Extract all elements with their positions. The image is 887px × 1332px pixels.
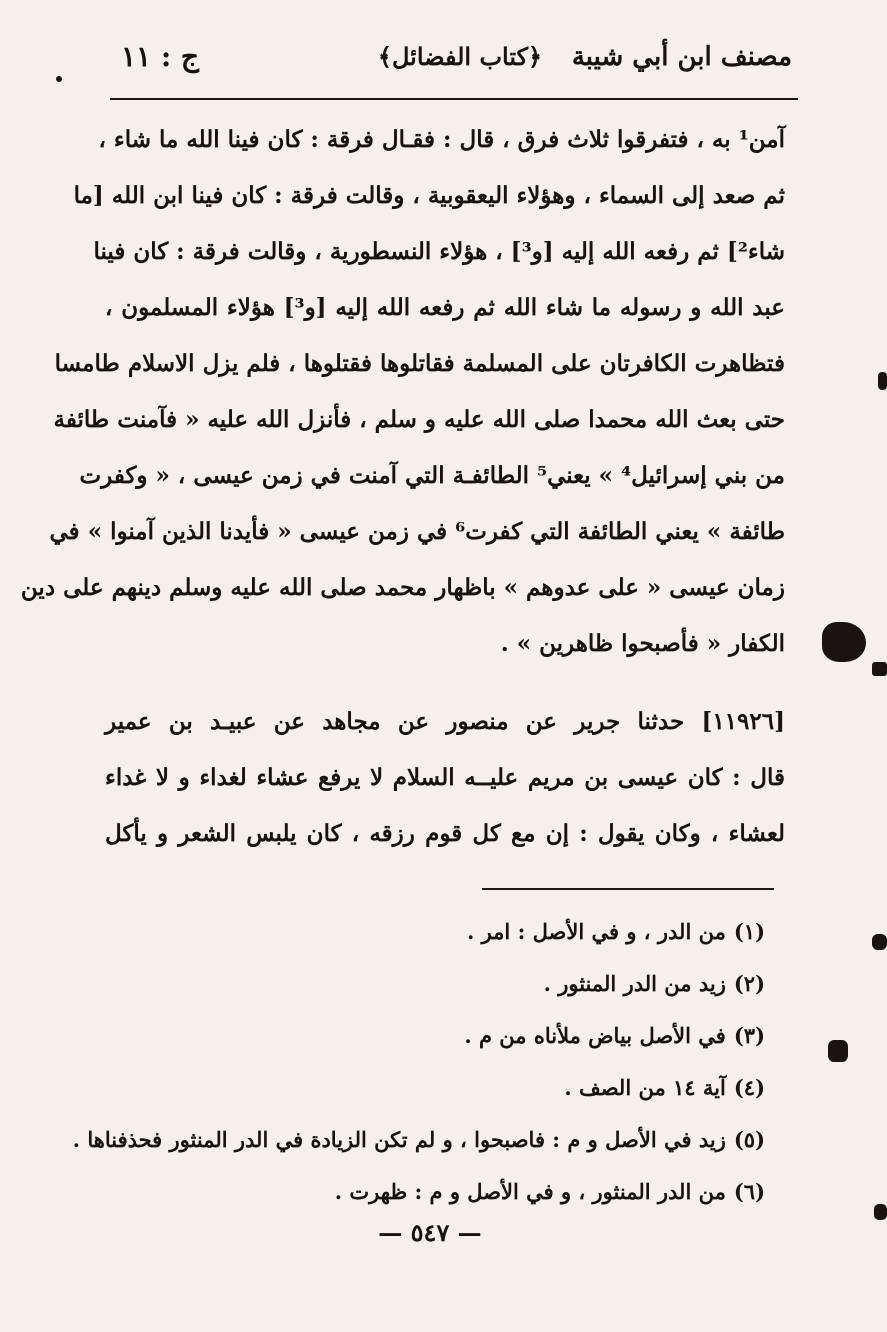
text-line: حتى بعث الله محمدا صلى الله عليه و سلم ، فأنزل الله عليه « فآمنت طائفة	[53, 406, 785, 433]
text-line: طائفة » يعني الطائفة التي كفرت⁶ في زمن عيسى « فأيدنا الذين آمنوا » في	[49, 518, 785, 545]
ink-blot	[828, 1040, 848, 1062]
ink-blot	[822, 622, 866, 662]
footnote-text: في الأصل بياض ملأناه من م .	[464, 1023, 726, 1048]
footnote-number: (١)	[733, 919, 765, 944]
hadith-line: [١١٩٢٦] حدثنا جرير عن منصور عن مجاهد عن عبيـد بن عمير	[105, 708, 785, 735]
footnote	[105, 1166, 765, 1218]
footnote	[72, 1114, 765, 1166]
ink-blot	[872, 934, 887, 950]
footnote	[105, 958, 765, 1010]
hadith-line: لعشاء ، وكان يقول : إن مع كل قوم رزقه ، كان يلبس الشعر و يأكل	[105, 820, 785, 847]
footnote	[105, 906, 765, 958]
text-line: من بني إسرائيل⁴ » يعني⁵ الطائفـة التي آمنت في زمن عيسى ، « وكفرت	[79, 462, 785, 489]
running-header-volume: ج : ١١	[121, 40, 199, 73]
ink-blot	[878, 372, 887, 390]
footnote-text: من الدر ، و في الأصل : امر .	[466, 919, 726, 944]
footnote	[105, 1062, 765, 1114]
footnote-text: زيد من الدر المنثور .	[543, 971, 726, 996]
text-line: آمن¹ به ، فتفرقوا ثلاث فرق ، قال : فقـال فرقة : كان فينا الله ما شاء ،	[98, 126, 785, 153]
footnote-text: زيد في الأصل و م : فاصبحوا ، و لم تكن الزيادة في الدر المنثور فحذفناها .	[72, 1127, 726, 1152]
page-number: — ٥٤٧ —	[378, 1218, 482, 1247]
footnote-number: (٥)	[733, 1127, 765, 1152]
text-line: فتظاهرت الكافرتان على المسلمة فقاتلوها فقتلوها ، فلم يزل الاسلام طامسا	[54, 350, 785, 377]
text-line: شاء²] ثم رفعه الله إليه [و³] ، هؤلاء النسطورية ، وقالت فرقة : كان فينا	[93, 238, 785, 265]
footnote	[105, 1010, 765, 1062]
text-line: الكفار « فأصبحوا ظاهرين » .	[500, 630, 785, 657]
main-text	[20, 112, 785, 862]
running-header-book-title: مصنف ابن أبي شيبة	[571, 42, 792, 72]
footnotes	[72, 906, 765, 1218]
footnote-number: (٣)	[733, 1023, 765, 1048]
footnote-text: آية ١٤ من الصف .	[564, 1075, 726, 1100]
ink-blot	[874, 1204, 887, 1220]
running-header-chapter: ﴿كتاب الفضائل﴾	[377, 42, 543, 71]
header-divider	[110, 98, 798, 100]
ink-blot	[872, 662, 887, 676]
footnote-divider	[482, 888, 774, 890]
footnote-number: (٦)	[733, 1179, 765, 1204]
text-line: زمان عيسى « على عدوهم » باظهار محمد صلى الله عليه وسلم دينهم على دين	[20, 574, 785, 601]
footnote-text: من الدر المنثور ، و في الأصل و م : ظهرت .	[334, 1179, 726, 1204]
ink-speck	[56, 76, 62, 82]
footnote-number: (٢)	[733, 971, 765, 996]
footnote-number: (٤)	[733, 1075, 765, 1100]
text-line: ثم صعد إلى السماء ، وهؤلاء اليعقوبية ، وقالت فرقة : كان فينا ابن الله [ما	[73, 182, 785, 209]
hadith-line: قال : كان عيسى بن مريم عليــه السلام لا يرفع عشاء لغداء و لا غداء	[105, 764, 785, 791]
text-line: عبد الله و رسوله ما شاء الله ثم رفعه الله إليه [و³] هؤلاء المسلمون ،	[105, 294, 785, 321]
